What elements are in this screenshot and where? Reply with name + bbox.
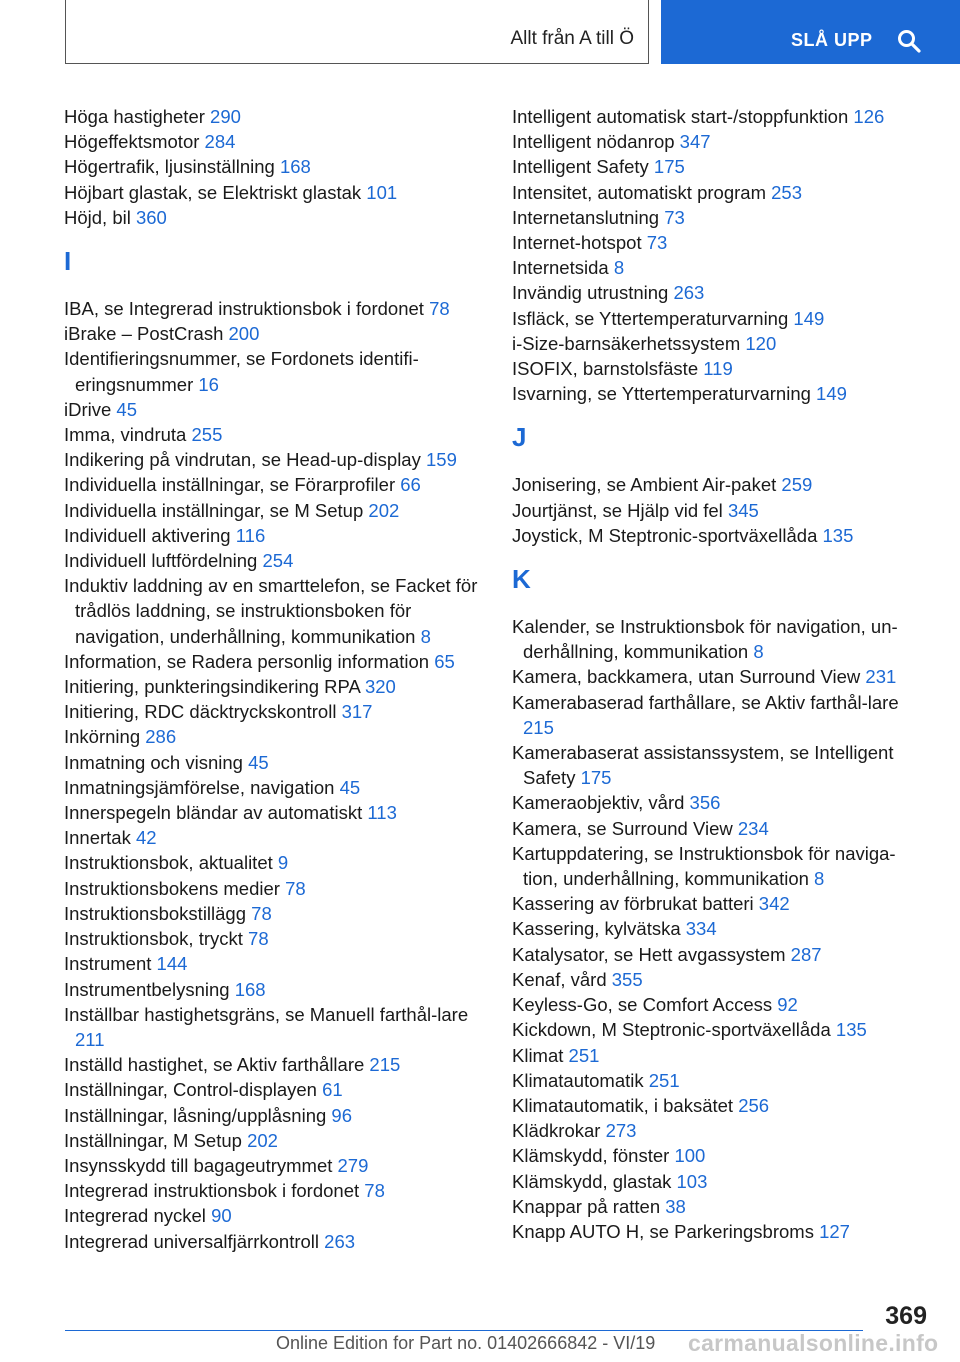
entry-term: i-Size-barnsäkerhetssystem <box>512 332 746 354</box>
page-reference-link[interactable]: 135 <box>822 524 854 546</box>
page-reference-link[interactable]: 101 <box>366 181 398 203</box>
index-entry <box>512 255 922 280</box>
entry-term: Inmatning och visning <box>64 751 249 773</box>
entry-term: Klämskydd, glastak <box>512 1170 677 1192</box>
index-entry <box>64 346 484 396</box>
index-entry <box>512 690 922 740</box>
entry-term: Identifieringsnummer, se Fordonets identifi-eringsnummer <box>64 348 419 395</box>
page-reference-link[interactable]: 355 <box>611 968 643 990</box>
entry-term: Intelligent automatisk start-/stoppfunktion <box>512 106 854 127</box>
entry-term: Klimat <box>512 1044 569 1066</box>
entry-term: Integrerad nyckel <box>64 1205 212 1227</box>
index-entry <box>64 104 484 129</box>
index-entry <box>512 1068 922 1093</box>
entry-term: Knappar på ratten <box>512 1195 666 1217</box>
entry-term: Individuella inställningar, se Förarprofiler <box>64 474 401 496</box>
index-entry <box>64 321 484 346</box>
index-entry <box>512 664 922 689</box>
page-reference-link[interactable]: 175 <box>580 767 612 789</box>
entry-term: Inställningar, Control-displayen <box>64 1079 323 1101</box>
index-entry <box>512 280 922 305</box>
page-reference-link[interactable]: 263 <box>324 1230 356 1252</box>
page-reference-link[interactable]: 317 <box>341 701 373 723</box>
page-reference-link[interactable]: 159 <box>426 449 457 471</box>
page-reference-link[interactable]: 168 <box>234 978 266 1000</box>
entry-term: IBA, se Integrerad instruktionsbok i fordonet <box>64 298 430 320</box>
entry-term: Kassering av förbrukat batteri <box>512 893 759 915</box>
index-entry <box>64 129 484 154</box>
entry-term: Kalender, se Instruktionsbok för navigation, un-derhållning, kommunikation <box>512 616 898 663</box>
index-entry <box>64 397 484 422</box>
index-entry <box>64 498 484 523</box>
entry-term: Instrumentbelysning <box>64 978 235 1000</box>
index-entry <box>512 129 922 154</box>
index-entry <box>64 724 484 749</box>
page-reference-link[interactable]: 78 <box>248 928 269 950</box>
entry-term: Innertak <box>64 827 136 849</box>
index-entry <box>64 154 484 179</box>
page-reference-link[interactable]: 234 <box>737 817 769 839</box>
entry-term: Innerspegeln bländar av automatiskt <box>64 802 368 824</box>
page-reference-link[interactable]: 149 <box>793 307 825 329</box>
entry-term: Induktiv laddning av en smarttelefon, se Facket för trådlös laddning, se instruktionsboken för navigation, underhållning, kommunikation <box>64 575 478 647</box>
index-entry <box>64 523 484 548</box>
entry-term: Individuell luftfördelning <box>64 550 263 572</box>
entry-term: Isfläck, se Yttertemperaturvarning <box>512 307 794 329</box>
entry-term: Högeffektsmotor <box>64 131 205 153</box>
index-entry <box>512 381 922 406</box>
page-reference-link[interactable]: 255 <box>191 424 223 446</box>
page-reference-link[interactable]: 279 <box>337 1154 369 1176</box>
entry-term: Intelligent Safety <box>512 156 654 178</box>
entry-term: Inkörning <box>64 726 146 748</box>
index-entry <box>64 699 484 724</box>
page-reference-link[interactable]: 259 <box>781 474 813 496</box>
index-group-i <box>64 296 484 1254</box>
entry-term: Höga hastigheter <box>64 106 211 127</box>
page-reference-link[interactable]: 8 <box>753 641 764 663</box>
entry-term: Instruktionsbokstillägg <box>64 902 252 924</box>
page-reference-link[interactable]: 149 <box>816 383 847 405</box>
index-entry <box>512 1017 922 1042</box>
index-entry <box>512 841 922 891</box>
entry-term: Kameraobjektiv, vård <box>512 792 690 814</box>
index-entry <box>64 1153 484 1178</box>
page-reference-link[interactable]: 103 <box>676 1170 708 1192</box>
index-group-j <box>512 472 922 548</box>
index-entry <box>64 800 484 825</box>
index-group-i-continued <box>512 104 922 406</box>
entry-term: Höjd, bil <box>64 206 136 228</box>
entry-term: Instruktionsbok, aktualitet <box>64 852 278 874</box>
index-entry <box>64 825 484 850</box>
page-reference-link[interactable]: 78 <box>251 902 272 924</box>
lookup-label: SLÅ UPP <box>791 30 873 50</box>
entry-term: Initiering, punkteringsindikering RPA <box>64 676 365 698</box>
index-entry <box>64 180 484 205</box>
page-reference-link[interactable]: 8 <box>814 868 825 890</box>
letter-heading-j: J <box>512 422 527 453</box>
index-entry <box>512 967 922 992</box>
page-reference-link[interactable]: 342 <box>758 893 790 915</box>
page-reference-link[interactable]: 73 <box>664 206 685 228</box>
page-reference-link[interactable]: 66 <box>400 474 421 496</box>
entry-term: Joystick, M Steptronic-sportväxellåda <box>512 524 823 546</box>
index-entry <box>512 916 922 941</box>
page-reference-link[interactable]: 113 <box>367 802 397 824</box>
entry-term: Inställningar, låsning/upplåsning <box>64 1104 332 1126</box>
page-reference-link[interactable]: 116 <box>235 524 266 546</box>
page-reference-link[interactable]: 61 <box>322 1079 343 1101</box>
index-entry <box>64 926 484 951</box>
entry-term: Kartuppdatering, se Instruktionsbok för naviga-tion, underhållning, kommunikation <box>512 842 896 890</box>
page-reference-link[interactable]: 42 <box>136 827 157 849</box>
entry-term: Kamerabaserad farthållare, se Aktiv farthål-lare <box>512 691 899 713</box>
index-column-right <box>512 104 922 1244</box>
entry-term: Internetanslutning <box>512 206 665 228</box>
index-entry <box>512 992 922 1017</box>
entry-term: ISOFIX, barnstolsfäste <box>512 358 704 380</box>
entry-term: Isvarning, se Yttertemperaturvarning <box>512 383 817 405</box>
page-reference-link[interactable]: 334 <box>685 918 717 940</box>
index-entry <box>64 649 484 674</box>
entry-term: Internet-hotspot <box>512 232 647 254</box>
entry-term: Information, se Radera personlig information <box>64 650 435 672</box>
page-reference-link[interactable]: 253 <box>771 181 802 203</box>
index-entry <box>64 573 484 649</box>
page-reference-link[interactable]: 287 <box>790 943 822 965</box>
index-entry <box>64 1103 484 1128</box>
page-reference-link[interactable]: 119 <box>703 358 733 380</box>
page-reference-link[interactable]: 16 <box>198 373 219 395</box>
page-reference-link[interactable]: 284 <box>204 131 236 153</box>
page-reference-link[interactable]: 273 <box>605 1120 637 1142</box>
entry-term: Inställd hastighet, se Aktiv farthållare <box>64 1054 370 1076</box>
search-icon <box>897 29 921 53</box>
index-entry <box>512 104 922 129</box>
entry-term: Klimatautomatik, i baksätet <box>512 1094 739 1116</box>
index-entry <box>512 740 922 790</box>
index-entry <box>512 1118 922 1143</box>
page-reference-link[interactable]: 254 <box>262 550 294 572</box>
page-reference-link[interactable]: 8 <box>420 625 431 647</box>
entry-term: Jourtjänst, se Hjälp vid fel <box>512 499 728 521</box>
page-reference-link[interactable]: 120 <box>745 332 777 354</box>
entry-term: Internetsida <box>512 257 614 279</box>
entry-term: Individuella inställningar, se M Setup <box>64 499 369 521</box>
entry-term: Klämskydd, fönster <box>512 1145 675 1167</box>
index-entry <box>512 1093 922 1118</box>
letter-heading-i: I <box>64 246 72 277</box>
page-reference-link[interactable]: 65 <box>434 650 455 672</box>
index-entry <box>512 816 922 841</box>
index-entry <box>512 1169 922 1194</box>
entry-term: Instrument <box>64 953 157 975</box>
page-reference-link[interactable]: 251 <box>648 1069 680 1091</box>
index-entry <box>64 1203 484 1228</box>
index-entry <box>512 306 922 331</box>
page-reference-link[interactable]: 211 <box>75 1028 105 1050</box>
page-reference-link[interactable]: 8 <box>613 257 625 279</box>
watermark: carmanualsonline.info <box>688 1330 939 1356</box>
edition-footer: Online Edition for Part no. 01402666842 - VI/19 <box>276 1333 656 1353</box>
entry-term: Individuell aktivering <box>64 524 236 546</box>
index-entry <box>64 951 484 976</box>
entry-term: Höjbart glastak, se Elektriskt glastak <box>64 181 367 203</box>
index-entry <box>512 1143 922 1168</box>
index-entry <box>512 942 922 967</box>
entry-term: iBrake – PostCrash <box>64 323 229 345</box>
index-column-left <box>64 104 484 1254</box>
index-entry <box>64 296 484 321</box>
page-reference-link[interactable]: 127 <box>819 1220 850 1242</box>
entry-term: Knapp AUTO H, se Parkeringsbroms <box>512 1220 820 1242</box>
index-entry <box>64 422 484 447</box>
index-entry <box>64 1128 484 1153</box>
letter-heading-k: K <box>512 564 531 595</box>
entry-term: Intelligent nödanrop <box>512 131 680 153</box>
index-entry <box>64 1002 484 1052</box>
index-entry <box>512 523 922 548</box>
entry-term: Högertrafik, ljusinställning <box>64 156 280 178</box>
page-reference-link[interactable]: 256 <box>738 1094 770 1116</box>
entry-term: Invändig utrustning <box>512 282 674 304</box>
index-entry <box>64 1229 484 1254</box>
page-number: 369 <box>885 1302 927 1330</box>
entry-term: Kamerabaserat assistanssystem, se Intelligent Safety <box>512 742 894 789</box>
page-reference-link[interactable]: 9 <box>277 852 289 874</box>
entry-term: Inmatningsjämförelse, navigation <box>64 776 340 798</box>
page-reference-link[interactable]: 90 <box>211 1205 232 1227</box>
page-reference-link[interactable]: 320 <box>364 676 396 698</box>
entry-term: Integrerad instruktionsbok i fordonet <box>64 1180 365 1202</box>
index-entry <box>64 876 484 901</box>
page-reference-link[interactable]: 92 <box>777 994 798 1016</box>
page-reference-link[interactable]: 290 <box>210 106 241 127</box>
page-reference-link[interactable]: 263 <box>673 282 705 304</box>
index-entry <box>64 901 484 926</box>
page-reference-link[interactable]: 38 <box>665 1195 686 1217</box>
page-reference-link[interactable]: 215 <box>369 1054 401 1076</box>
index-entry <box>64 205 484 230</box>
entry-term: Kamera, backkamera, utan Surround View <box>512 666 866 688</box>
page-reference-link[interactable]: 286 <box>145 726 177 748</box>
entry-term: Instruktionsbokens medier <box>64 877 286 899</box>
page-reference-link[interactable]: 347 <box>679 131 711 153</box>
index-entry <box>512 1194 922 1219</box>
section-title: Allt från A till Ö <box>510 28 634 49</box>
index-entry <box>64 1077 484 1102</box>
page-reference-link[interactable]: 360 <box>135 206 167 228</box>
entry-term: Kickdown, M Steptronic-sportväxellåda <box>512 1019 836 1041</box>
index-entry <box>512 790 922 815</box>
entry-term: Keyless-Go, se Comfort Access <box>512 994 778 1016</box>
page-reference-link[interactable]: 45 <box>116 398 137 420</box>
entry-term: Kenaf, vård <box>512 968 612 990</box>
page-reference-link[interactable]: 100 <box>674 1145 706 1167</box>
index-entry <box>512 180 922 205</box>
page-reference-link[interactable]: 175 <box>653 156 685 178</box>
index-entry <box>512 614 922 664</box>
entry-term: Indikering på vindrutan, se Head-up-display <box>64 449 426 471</box>
index-entry <box>512 205 922 230</box>
page-reference-link[interactable]: 356 <box>689 792 721 814</box>
index-entry <box>64 674 484 699</box>
entry-term: Klädkrokar <box>512 1120 606 1142</box>
entry-term: Kassering, kylvätska <box>512 918 686 940</box>
page-reference-link[interactable]: 73 <box>646 232 668 254</box>
entry-term: Instruktionsbok, tryckt <box>64 928 249 950</box>
page-reference-link[interactable]: 251 <box>568 1044 600 1066</box>
index-entry <box>512 356 922 381</box>
index-entry <box>512 1219 922 1244</box>
index-entry <box>64 1178 484 1203</box>
index-group-k <box>512 614 922 1244</box>
entry-term: Inställbar hastighetsgräns, se Manuell farthål-lare <box>64 1003 469 1025</box>
index-entry <box>512 891 922 916</box>
entry-term: Kamera, se Surround View <box>512 817 738 839</box>
page-reference-link[interactable]: 45 <box>339 776 361 798</box>
entry-term: Katalysator, se Hett avgassystem <box>512 943 791 965</box>
page-reference-link[interactable]: 78 <box>364 1180 385 1202</box>
index-entry <box>512 472 922 497</box>
index-entry <box>64 977 484 1002</box>
page-reference-link[interactable]: 200 <box>228 323 260 345</box>
index-entry <box>512 154 922 179</box>
index-entry <box>512 1043 922 1068</box>
index-entry <box>64 472 484 497</box>
index-entry <box>64 447 484 472</box>
index-entry <box>64 548 484 573</box>
entry-term: Initiering, RDC däcktryckskontroll <box>64 701 342 723</box>
page-reference-link[interactable]: 135 <box>835 1019 867 1041</box>
page-reference-link[interactable]: 215 <box>523 716 554 738</box>
index-entry <box>64 775 484 800</box>
entry-term: Inställningar, M Setup <box>64 1129 248 1151</box>
page-reference-link[interactable]: 202 <box>368 499 400 521</box>
page-reference-link[interactable]: 126 <box>853 106 885 127</box>
index-group-h <box>64 104 484 230</box>
entry-term: iDrive <box>64 398 117 420</box>
entry-term: Imma, vindruta <box>64 424 192 446</box>
entry-term: Klimatautomatik <box>512 1069 649 1091</box>
page-reference-link[interactable]: 96 <box>331 1104 352 1126</box>
page-reference-link[interactable]: 144 <box>156 953 188 975</box>
index-entry <box>64 850 484 875</box>
entry-term: Insynsskydd till bagageutrymmet <box>64 1154 338 1176</box>
entry-term: Jonisering, se Ambient Air-paket <box>512 474 782 496</box>
index-entry <box>512 230 922 255</box>
entry-term: Intensitet, automatiskt program <box>512 181 772 203</box>
page-reference-link[interactable]: 202 <box>247 1129 278 1151</box>
page-reference-link[interactable]: 168 <box>279 156 311 178</box>
page-reference-link[interactable]: 45 <box>248 751 269 773</box>
index-entry <box>512 331 922 356</box>
index-entry <box>64 1052 484 1077</box>
page-reference-link[interactable]: 231 <box>865 666 897 688</box>
header-title-box <box>65 0 649 64</box>
lookup-button[interactable] <box>661 0 960 64</box>
page-reference-link[interactable]: 78 <box>429 298 450 320</box>
page-reference-link[interactable]: 78 <box>285 877 306 899</box>
page-reference-link[interactable]: 345 <box>727 499 759 521</box>
index-entry <box>64 750 484 775</box>
entry-term: Integrerad universalfjärrkontroll <box>64 1230 325 1252</box>
index-entry <box>512 498 922 523</box>
